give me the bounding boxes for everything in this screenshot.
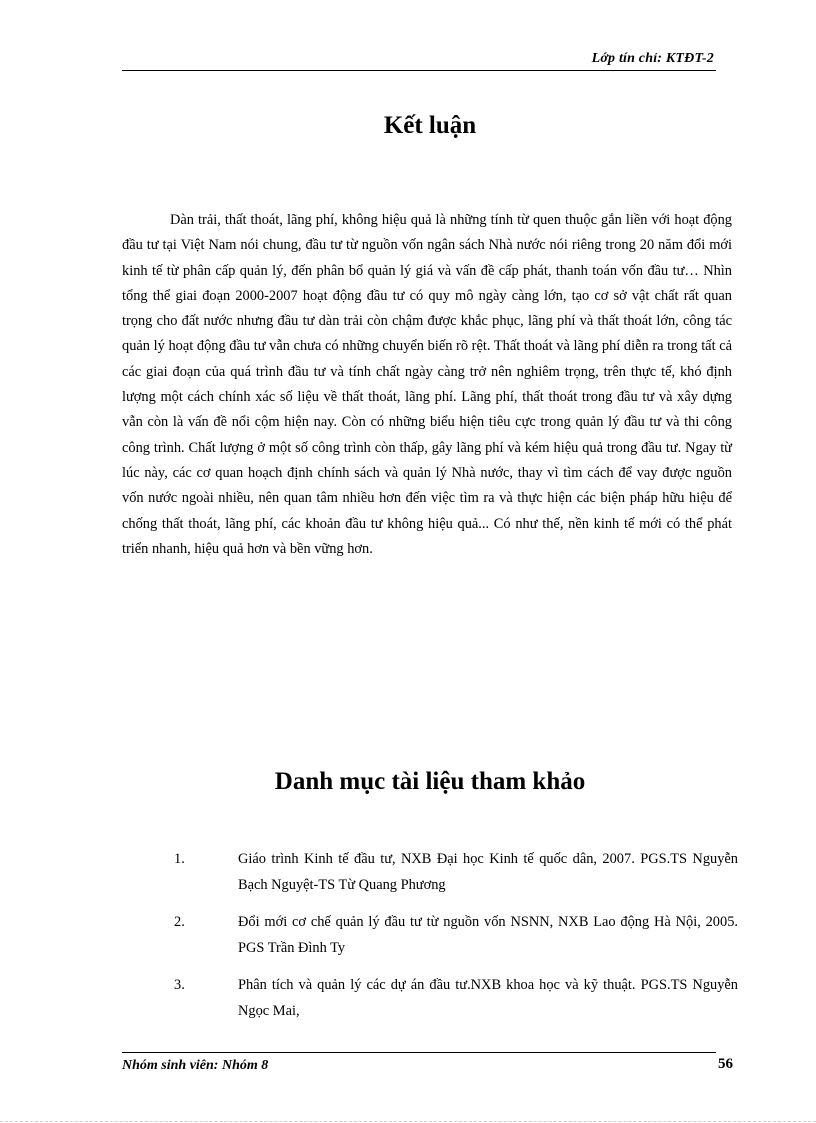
reference-text: Đổi mới cơ chế quản lý đầu tư từ nguồn vốn NSNN, NXB Lao động Hà Nội, 2005. PGS Trần Đình Ty	[238, 914, 738, 956]
reference-number: 2.	[174, 914, 185, 930]
course-label: Lớp tín chỉ: KTĐT-2	[591, 51, 714, 66]
page-bottom-edge	[0, 1121, 816, 1122]
reference-item	[122, 846, 738, 898]
references-list	[122, 846, 738, 1035]
reference-item	[122, 909, 738, 961]
page-header	[122, 48, 716, 71]
reference-number: 3.	[174, 977, 185, 993]
page-number: 56	[718, 1056, 733, 1072]
reference-text: Giáo trình Kinh tế đầu tư, NXB Đại học Kinh tế quốc dân, 2007. PGS.TS Nguyễn Bạch Nguyệt-TS Từ Quang Phương	[238, 851, 738, 893]
reference-text: Phân tích và quản lý các dự án đầu tư.NXB khoa học và kỹ thuật. PGS.TS Nguyễn Ngọc Mai,	[238, 977, 738, 1019]
conclusion-paragraph: Dàn trải, thất thoát, lãng phí, không hiệu quả là những tính từ quen thuộc gắn liền với hoạt động đầu tư tại Việt Nam nói chung, đầu tư từ nguồn vốn ngân sách Nhà nước nói riêng trong 20 năm đổi mới kinh tế từ phân cấp quản lý, đến phân bổ quản lý giá và vấn đề cấp phát, thanh toán vốn đầu tư… Nhìn tổng thể giai đoạn 2000-2007 hoạt động đầu tư có quy mô ngày càng lớn, tạo cơ sở vật chất rất quan trọng cho đất nước nhưng đầu tư dàn trải còn chậm được khắc phục, lãng phí và thất thoát lớn, công tác quản lý hoạt động đầu tư vẫn chưa có những chuyển biến rõ rệt. Thất thoát và lãng phí diễn ra trong tất cả các giai đoạn của quá trình đầu tư và tính chất ngày càng trở nên nghiêm trọng, trên thực tế, khó định lượng một cách chính xác số liệu về thất thoát, lãng phí. Lãng phí, thất thoát trong đầu tư và xây dựng vẫn còn là vấn đề nổi cộm hiện nay. Còn có những biểu hiện tiêu cực trong quản lý đầu tư và thi công công trình. Chất lượng ở một số công trình còn thấp, gây lãng phí và kém hiệu quả trong đầu tư. Ngay từ lúc này, các cơ quan hoạch định chính sách và quản lý Nhà nước, thay vì tìm cách để vay được nguồn vốn nước ngoài nhiều, nên quan tâm nhiều hơn đến việc tìm ra và thực hiện các biện pháp hữu hiệu để chống thất thoát, lãng phí, các khoản đầu tư không hiệu quả... Có như thế, nền kinh tế mới có thể phát triển nhanh, hiệu quả hơn và bền vững hơn.	[122, 212, 732, 557]
conclusion-title: Kết luận	[383, 112, 477, 139]
reference-number: 1.	[174, 851, 185, 867]
reference-item	[122, 972, 738, 1024]
footer-group-label: Nhóm sinh viên: Nhóm 8	[122, 1058, 269, 1073]
footer-divider	[122, 1052, 716, 1053]
references-title: Danh mục tài liệu tham khảo	[274, 768, 586, 795]
